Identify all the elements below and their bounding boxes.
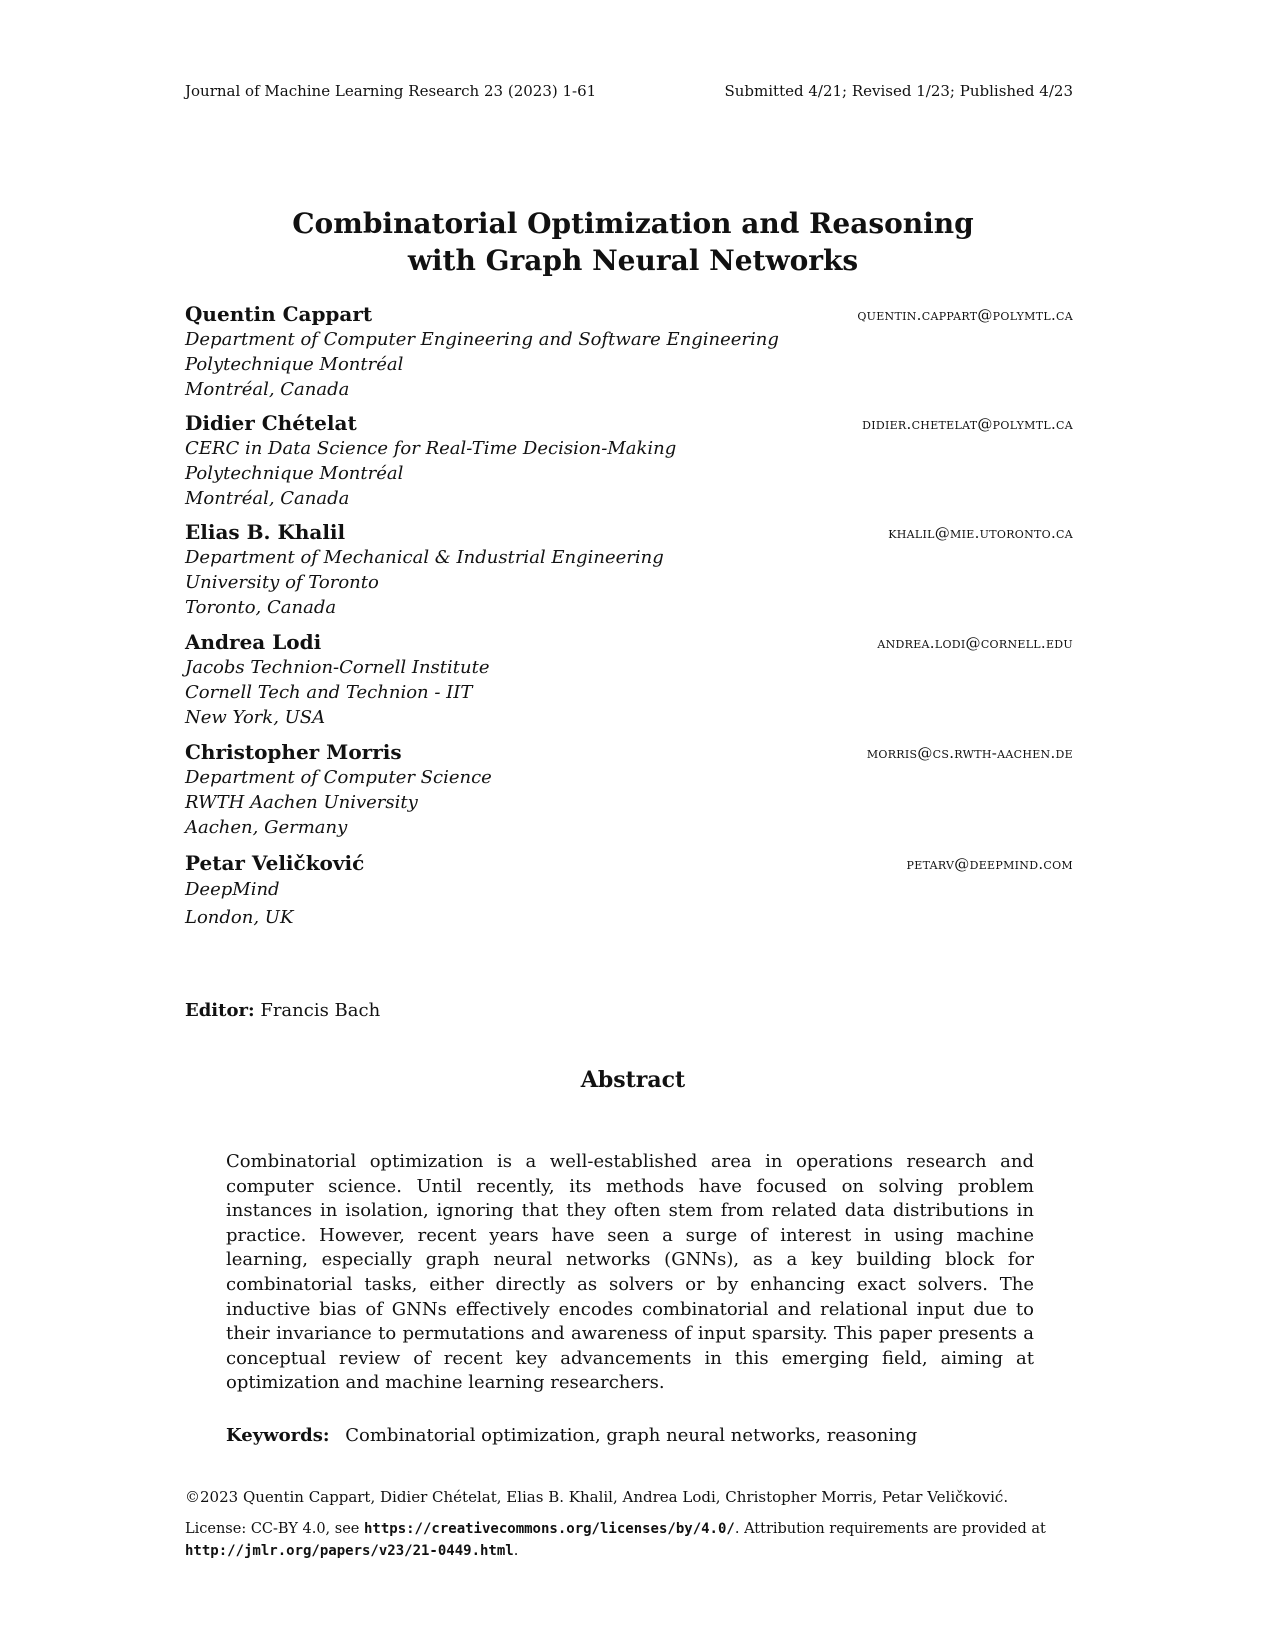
license-prefix: License: CC-BY 4.0, see [185, 1521, 364, 1537]
author-block [185, 629, 1073, 730]
author-name: Andrea Lodi [185, 630, 322, 654]
author-institution: University of Toronto [185, 572, 379, 593]
editor-name: Francis Bach [260, 1000, 381, 1021]
author-email[interactable]: petarv@deepmind.com [906, 855, 1073, 873]
license-suffix: . [513, 1543, 519, 1559]
author-name: Elias B. Khalil [185, 520, 346, 544]
title-line-2: with Graph Neural Networks [407, 244, 859, 277]
author-institution: Polytechnique Montréal [185, 354, 404, 375]
author-block [185, 739, 1073, 840]
author-institution: Polytechnique Montréal [185, 463, 404, 484]
license-notice [185, 1518, 1073, 1562]
keywords-label: Keywords: [226, 1425, 330, 1446]
title-line-1: Combinatorial Optimization and Reasoning [292, 207, 974, 240]
author-department: Department of Computer Engineering and Software Engineering [185, 329, 779, 350]
author-block [185, 410, 1073, 511]
author-email[interactable]: andrea.lodi@cornell.edu [877, 634, 1073, 652]
author-institution: Cornell Tech and Technion - IIT [185, 682, 473, 703]
author-department: CERC in Data Science for Real-Time Decision-Making [185, 438, 677, 459]
author-block [185, 519, 1073, 620]
journal-header: Journal of Machine Learning Research 23 (2023) 1-61 [185, 82, 597, 100]
author-email[interactable]: morris@cs.rwth-aachen.de [866, 744, 1073, 762]
author-department: Jacobs Technion-Cornell Institute [185, 657, 490, 678]
submission-dates: Submitted 4/21; Revised 1/23; Published 4/23 [724, 82, 1073, 100]
abstract-heading: Abstract [580, 1067, 686, 1093]
author-department: Department of Computer Science [185, 767, 492, 788]
author-block [185, 301, 1073, 402]
author-email[interactable]: khalil@mie.utoronto.ca [888, 524, 1073, 542]
copyright-notice: ©2023 Quentin Cappart, Didier Chételat, Elias B. Khalil, Andrea Lodi, Christopher Morris, Petar Veličković. [185, 1488, 1009, 1506]
author-name: Didier Chételat [185, 411, 357, 435]
author-institution: RWTH Aachen University [185, 792, 418, 813]
keywords-text: Combinatorial optimization, graph neural networks, reasoning [345, 1425, 918, 1446]
editor-line [185, 1000, 380, 1021]
abstract-text: Combinatorial optimization is a well-established area in operations research and computer science. Until recently, its methods have focused on solving problem instances in isolation, ignoring that they often stem from related data distributions in practice. However, recent years have seen a surge of interest in using machine learning, especially graph neural networks (GNNs), as a key building block for combinatorial tasks, either directly as solvers or by enhancing exact solvers. The inductive bias of GNNs effectively encodes combinatorial and relational input due to their invariance to permutations and awareness of input sparsity. This paper presents a conceptual review of recent key advancements in this emerging field, aiming at optimization and machine learning researchers. [226, 1151, 1034, 1394]
author-block [185, 850, 1073, 932]
license-middle: . Attribution requirements are provided at [734, 1521, 1046, 1537]
editor-label: Editor: [185, 1000, 255, 1021]
keywords-line [226, 1425, 917, 1446]
author-location: Montréal, Canada [185, 379, 350, 400]
author-location: Montréal, Canada [185, 488, 350, 509]
paper-title [0, 205, 1266, 279]
author-department: Department of Mechanical & Industrial Engineering [185, 547, 664, 568]
author-name: Quentin Cappart [185, 302, 373, 326]
author-location: Toronto, Canada [185, 597, 337, 618]
license-link[interactable]: https://creativecommons.org/licenses/by/4.0/ [363, 1521, 735, 1537]
attribution-link[interactable]: http://jmlr.org/papers/v23/21-0449.html [185, 1543, 514, 1559]
author-location: Aachen, Germany [185, 817, 348, 838]
author-location: London, UK [185, 907, 294, 928]
author-location: New York, USA [185, 707, 326, 728]
author-email[interactable]: quentin.cappart@polymtl.ca [857, 306, 1073, 324]
author-name: Petar Veličković [185, 851, 365, 875]
author-institution: DeepMind [185, 879, 280, 900]
author-name: Christopher Morris [185, 740, 402, 764]
author-email[interactable]: didier.chetelat@polymtl.ca [862, 415, 1073, 433]
